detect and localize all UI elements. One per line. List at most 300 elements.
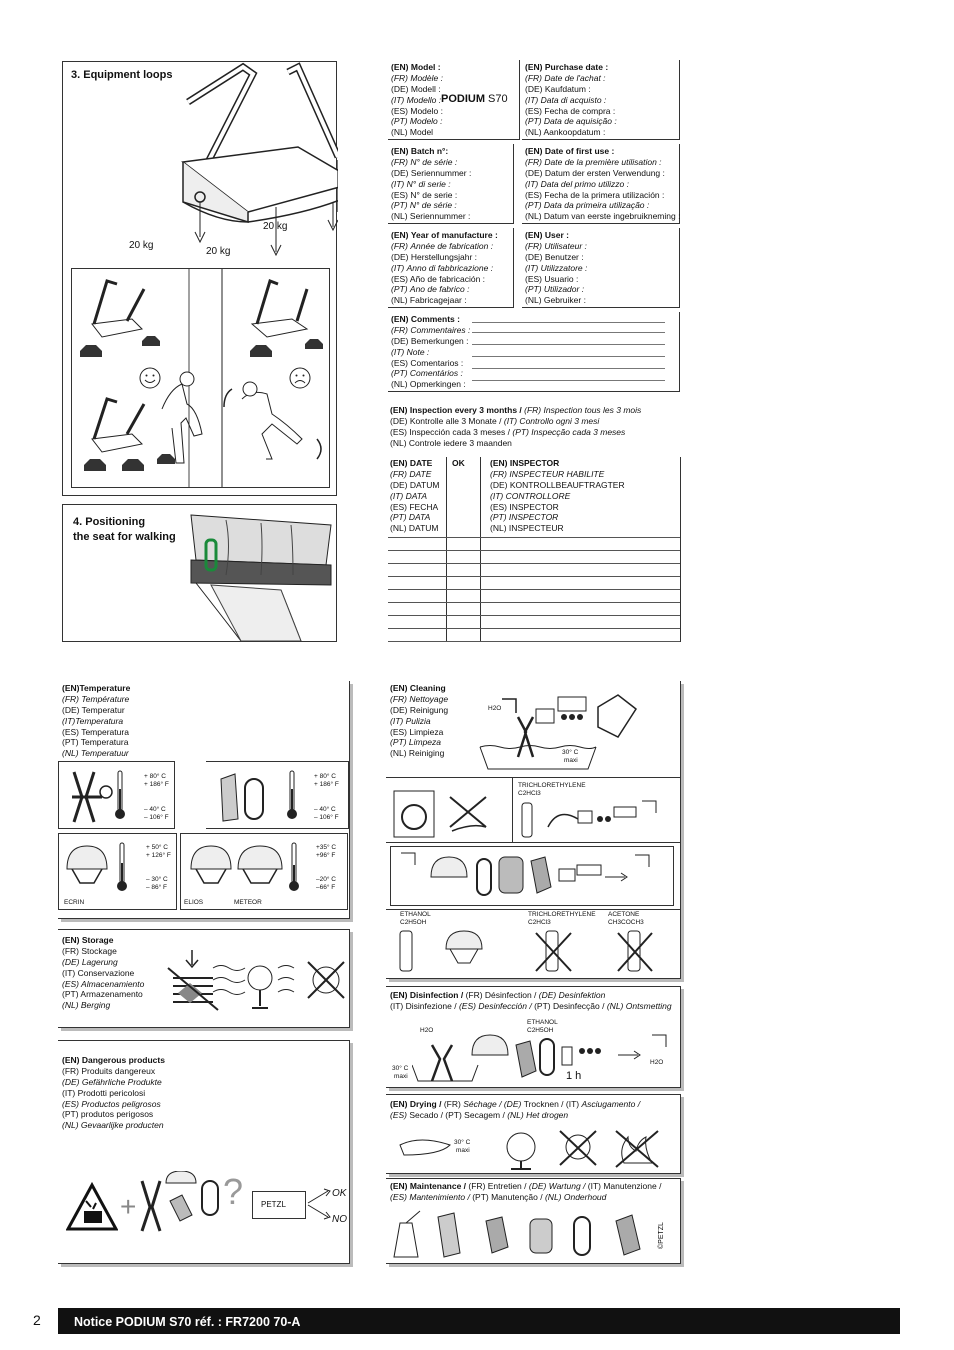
maintenance-illustration <box>390 1207 660 1261</box>
lang-code: (ES) <box>525 189 542 200</box>
lang-code: (NL) <box>391 127 408 138</box>
line-text: Batch n°: <box>410 146 449 156</box>
text-line <box>525 95 676 106</box>
maintenance-panel <box>386 1178 681 1264</box>
text-line <box>391 146 510 157</box>
text-line <box>390 523 439 534</box>
line-text: N° de serie : <box>410 189 458 200</box>
lang-code: (EN) <box>391 62 409 72</box>
line-text: (IT) Prodotti pericolosi <box>62 1087 146 1098</box>
drying-panel <box>386 1094 681 1174</box>
text-line <box>390 748 448 759</box>
line-text: Modello : <box>406 94 442 105</box>
line-text: Aankoopdatum : <box>543 127 606 138</box>
lang-code: (PT) <box>391 368 408 379</box>
lang-code: (DE) <box>391 167 409 178</box>
ecrin-label: ECRIN <box>64 899 85 906</box>
line-text: Data de aquisição : <box>543 116 617 127</box>
line-text: Ano de fabrico : <box>409 284 470 295</box>
line-text: Anno di fabbricazione : <box>406 262 494 273</box>
text-line <box>62 1120 165 1131</box>
cleaning-panel <box>386 681 681 979</box>
thermo2-high-c: + 80° C <box>314 773 336 780</box>
footer-bar <box>58 1308 900 1334</box>
line-text: (PT) produtos perigosos <box>62 1109 154 1120</box>
disinfection-temp-label: 30° C <box>392 1065 409 1072</box>
line-text: Seriennummer : <box>409 211 471 222</box>
lang-code: (FR) <box>525 72 542 83</box>
lang-code: (PT) <box>525 116 542 127</box>
line-text: Commentaires : <box>410 324 471 335</box>
inspection-row[interactable] <box>388 550 680 563</box>
line-text: (IT) Conservazione <box>62 967 135 978</box>
smiley-sad-icon <box>289 367 311 389</box>
line-text: (DE) KONTROLLBEAUFTRAGTER <box>490 479 625 490</box>
text-line <box>525 284 676 295</box>
text-line <box>391 179 510 190</box>
text-line <box>525 168 676 179</box>
lang-code: (PT) <box>391 200 408 211</box>
gear-set-icon <box>136 1171 226 1235</box>
inspection-row[interactable] <box>388 641 680 654</box>
lang-code: (DE) <box>391 251 409 262</box>
disinfection-illustration <box>412 1025 678 1083</box>
line-text: (ES) FECHA <box>390 501 439 512</box>
line-text: Kaufdatum : <box>544 83 591 94</box>
line-text: N° di serie : <box>406 178 451 189</box>
inspection-row[interactable] <box>388 628 680 641</box>
line-text: Comments : <box>410 314 460 324</box>
line-text: Año de fabricación : <box>409 273 486 284</box>
line-text: (ES) Temperatura <box>62 726 129 737</box>
line-text: Date de l'achat : <box>544 72 606 83</box>
disinfection-time-label: 1 h <box>566 1070 582 1082</box>
text-line <box>390 469 439 480</box>
disinfection-ethanol-label: ETHANOL <box>527 1019 558 1026</box>
load-left-label: 20 kg <box>129 240 154 251</box>
dangerous-heading <box>62 1055 165 1131</box>
text-line <box>62 968 144 979</box>
text-line <box>390 737 448 748</box>
line-text: Fecha de la primera utilización : <box>544 189 665 200</box>
text-line <box>391 252 510 263</box>
line-text: Modelo : <box>409 116 443 127</box>
line-text: (EN) Storage <box>62 935 114 945</box>
text-line <box>62 1055 165 1066</box>
inspection-row[interactable] <box>388 563 680 576</box>
positioning-illustration <box>181 505 337 641</box>
line-text: (DE) DATUM <box>390 479 440 490</box>
storage-panel <box>58 929 350 1028</box>
text-line <box>525 106 676 117</box>
lang-code: (IT) <box>391 178 405 189</box>
text-line <box>391 274 510 285</box>
text-line <box>490 480 625 491</box>
line-text: (NL) Berging <box>62 1000 111 1011</box>
harness-icon <box>64 767 114 827</box>
inspection-note: (EN) Inspection every 3 months / (FR) Inspection tous les 3 mois (DE) Kontrolle alle 3 Monate / (IT) Controllo ogni 3 mesi (ES) Inspección cada 3 meses / (PT) Inspecção cada 3 meses (NL) Controle iedere 3 maanden <box>390 405 642 448</box>
text-line <box>62 694 130 705</box>
line-text: (FR) Produits dangereux <box>62 1065 156 1076</box>
text-line <box>391 73 516 84</box>
thermo3-low-c: – 30° C <box>146 876 168 883</box>
text-line <box>490 469 625 480</box>
plus-sign: + <box>120 1191 137 1222</box>
lang-code: (FR) <box>525 240 542 251</box>
petzl-box <box>252 1191 306 1219</box>
text-line <box>525 211 681 222</box>
seat-load-illustration <box>118 62 338 262</box>
thermo1-high-f: + 186° F <box>144 781 169 789</box>
lang-code: (EN) <box>525 230 543 240</box>
line-text: Datum van eerste ingebruikneming : <box>543 211 681 222</box>
trichloro-label-2: TRICHLORETHYLENE <box>528 911 596 918</box>
line-text: N° de série : <box>410 156 458 167</box>
lang-code: (ES) <box>391 105 408 116</box>
text-line <box>62 716 130 727</box>
line-text: Note : <box>406 346 430 357</box>
temperature-panel <box>58 681 350 919</box>
text-line <box>391 106 516 117</box>
washing-basin-illustration <box>478 687 678 773</box>
line-text: (EN)Temperature <box>62 683 131 693</box>
lang-code: (NL) <box>525 127 542 138</box>
text-line <box>391 295 510 306</box>
lang-code: (NL) <box>525 295 542 306</box>
text-line <box>62 989 144 1000</box>
line-text: (FR) INSPECTEUR HABILITE <box>490 468 605 479</box>
helmet-icon <box>186 841 286 889</box>
lang-code: (EN) <box>391 146 409 156</box>
inspection-row[interactable] <box>388 589 680 602</box>
thermo3-high-f: + 126° F <box>146 852 171 860</box>
thermometer-icon <box>116 841 128 893</box>
line-text: Bemerkungen : <box>410 335 469 346</box>
manufacture-year-field <box>388 228 514 308</box>
line-text: (PT) DATA <box>390 512 431 523</box>
text-line <box>62 979 144 990</box>
lang-code: (NL) <box>391 379 408 390</box>
line-text: Benutzer : <box>544 251 584 262</box>
line-text: (ES) Almacenamiento <box>62 978 145 989</box>
text-line <box>525 274 676 285</box>
thermometer-icon <box>286 769 298 821</box>
thermo1-high-c: + 80° C <box>144 773 166 780</box>
line-text: (PT) Temperatura <box>62 737 129 748</box>
lang-code: (ES) <box>391 357 408 368</box>
footer-title: Notice PODIUM S70 réf. : FR7200 70-A <box>74 1315 301 1329</box>
line-text: Seriennummer : <box>410 167 472 178</box>
lang-code: (IT) <box>525 262 539 273</box>
lang-code: (EN) <box>391 230 409 240</box>
text-line <box>391 314 676 325</box>
lang-code: (IT) <box>391 94 405 105</box>
load-middle-label: 20 kg <box>206 246 231 257</box>
line-text: (DE) Gefährliche Produkte <box>62 1076 162 1087</box>
lang-code: (FR) <box>391 324 408 335</box>
text-line <box>390 458 439 469</box>
lang-code: (NL) <box>525 211 542 222</box>
disinfection-panel <box>386 986 681 1088</box>
page-number: 2 <box>33 1312 41 1328</box>
text-line <box>391 325 676 336</box>
text-line <box>525 157 676 168</box>
lang-code: (DE) <box>391 83 409 94</box>
text-line <box>391 116 516 127</box>
text-line <box>62 1000 144 1011</box>
line-text: (FR) Stockage <box>62 945 117 956</box>
line-text: (IT)Temperatura <box>62 715 124 726</box>
line-text: (NL) INSPECTEUR <box>490 523 564 534</box>
line-text: Fabricagejaar : <box>409 295 467 306</box>
lang-code: (PT) <box>391 116 408 127</box>
trichloro-formula: C2HCl3 <box>518 790 541 797</box>
lang-code: (ES) <box>525 273 542 284</box>
text-line <box>62 946 144 957</box>
arrow-icon <box>306 1187 332 1221</box>
text-line <box>490 523 625 534</box>
lang-code: (NL) <box>391 211 408 222</box>
line-text: Année de fabrication : <box>410 240 494 251</box>
line-text: (DE) Lagerung <box>62 956 118 967</box>
washing-machine-crossed-icon <box>390 787 490 841</box>
text-line <box>525 295 676 306</box>
thermo4-high-f: +96° F <box>316 852 336 860</box>
trichloro-formula-2: C2HCl3 <box>528 919 551 926</box>
trichloro-label: TRICHLORETHYLENE <box>518 782 586 789</box>
cleaning-helmet-subpanel <box>390 846 674 906</box>
thermo4-high-c: +35° C <box>316 844 337 851</box>
drying-heading: (EN) Drying / (FR) Séchage / (DE) Trocknen / (IT) Asciugamento / (ES) Secado / (PT) Secagem / (NL) Het drogen <box>390 1099 641 1120</box>
text-line <box>390 480 439 491</box>
line-text: Usuario : <box>544 273 579 284</box>
lang-code: (DE) <box>391 335 409 346</box>
drying-maxi-label: maxi <box>456 1147 470 1154</box>
line-text: Purchase date : <box>544 62 609 72</box>
line-text: (NL) Temperatuur <box>62 748 129 759</box>
text-line <box>391 230 510 241</box>
line-text: (PT) Armazenamento <box>62 989 143 1000</box>
ethanol-formula: C2H5OH <box>400 919 427 926</box>
lang-code: (ES) <box>391 273 408 284</box>
line-text: (ES) Productos peligrosos <box>62 1098 161 1109</box>
line-text: Datum der ersten Verwendung : <box>544 167 665 178</box>
line-text: Herstellungsjahr : <box>410 251 477 262</box>
thermo2-low-f: – 106° F <box>314 814 339 822</box>
text-line <box>525 127 676 138</box>
text-line <box>525 263 676 274</box>
thermo4-low-c: –20° C <box>316 876 336 883</box>
text-line <box>490 512 625 523</box>
ok-label: OK <box>332 1188 347 1199</box>
line-text: (NL) DATUM <box>390 523 439 534</box>
disinfection-heading: (EN) Disinfection / (FR) Désinfection / (DE) Desinfektion (IT) Disinfezione / (ES) Desinfección / (PT) Desinfecção / (NL) Ontsmetting <box>390 990 672 1011</box>
text-line <box>390 491 439 502</box>
model-value <box>441 92 508 106</box>
lang-code: (IT) <box>525 94 539 105</box>
text-line <box>62 1099 165 1110</box>
line-text: Data del primo utilizzo : <box>540 178 629 189</box>
inspection-row[interactable] <box>388 615 680 628</box>
thermo4-low-f: –66° F <box>316 884 336 892</box>
text-line <box>490 491 625 502</box>
thermo1-low-c: – 40° C <box>144 806 166 813</box>
text-line <box>391 190 510 201</box>
thermo2-low-c: – 40° C <box>314 806 336 813</box>
line-text: (PT) Limpeza <box>390 737 442 748</box>
inspection-date-header <box>390 458 439 534</box>
model-value-name: PODIUM <box>441 93 485 105</box>
lang-code: (NL) <box>391 295 408 306</box>
text-line <box>490 458 625 469</box>
line-text: (IT) DATA <box>390 490 427 501</box>
inspection-row[interactable] <box>388 537 680 550</box>
lang-code: (IT) <box>391 346 405 357</box>
thermo1-low-f: – 106° F <box>144 814 169 822</box>
inspection-row[interactable] <box>388 602 680 615</box>
text-line <box>390 727 448 738</box>
text-line <box>391 157 510 168</box>
temperature-heading <box>62 683 130 759</box>
text-line <box>390 694 448 705</box>
line-text: Model : <box>410 62 441 72</box>
temp-label: 30° C <box>562 749 579 756</box>
text-line <box>525 116 676 127</box>
line-text: User : <box>544 230 569 240</box>
text-line <box>391 127 516 138</box>
user-field <box>522 228 680 308</box>
batch-number-field <box>388 144 514 224</box>
lang-code: (EN) <box>525 146 543 156</box>
text-line <box>391 368 676 379</box>
line-text: Gebruiker : <box>543 295 586 306</box>
text-line <box>391 62 516 73</box>
text-line <box>390 683 448 694</box>
line-text: (IT) CONTROLLORE <box>490 490 571 501</box>
text-line <box>391 284 510 295</box>
text-line <box>525 179 676 190</box>
line-text: Modelo : <box>410 105 443 116</box>
line-text: (ES) Limpieza <box>390 726 444 737</box>
text-line <box>525 73 676 84</box>
thermometer-icon <box>288 841 300 893</box>
ascender-carabiner-icon <box>213 769 273 825</box>
positioning-panel <box>62 504 337 642</box>
line-text: Comentários : <box>409 368 463 379</box>
line-text: (EN) INSPECTOR <box>490 458 560 468</box>
lang-code: (PT) <box>391 284 408 295</box>
smiley-happy-icon <box>139 367 161 389</box>
thermometer-icon <box>114 769 126 821</box>
acetone-formula: CH3COCH3 <box>608 919 644 926</box>
text-line <box>62 957 144 968</box>
ethanol-label: ETHANOL <box>400 911 431 918</box>
acetone-label: ACETONE <box>608 911 640 918</box>
line-text: Utilisateur : <box>544 240 587 251</box>
purchase-date-field <box>522 60 680 140</box>
h2o-label: H2O <box>488 705 502 712</box>
line-text: Opmerkingen : <box>409 379 466 390</box>
lang-code: (FR) <box>525 156 542 167</box>
line-text: Modell : <box>410 83 441 94</box>
lang-code: (FR) <box>391 156 408 167</box>
drying-illustration <box>396 1127 676 1171</box>
line-text: (IT) Pulizia <box>390 715 431 726</box>
inspection-inspector-header <box>490 458 625 534</box>
line-text: Utilizador : <box>543 284 585 295</box>
lang-code: (EN) <box>391 314 409 324</box>
line-text: (DE) Temperatur <box>62 704 125 715</box>
line-text: (FR) Nettoyage <box>390 693 449 704</box>
line-text: (ES) INSPECTOR <box>490 501 559 512</box>
line-text: (EN) Dangerous products <box>62 1055 165 1065</box>
lang-code: (DE) <box>525 251 543 262</box>
line-text: Modèle : <box>410 72 443 83</box>
model-value-code: S70 <box>485 93 508 105</box>
dangerous-products-panel <box>58 1040 350 1264</box>
text-line <box>525 252 676 263</box>
text-line <box>62 737 130 748</box>
line-text: Data di acquisto : <box>540 94 607 105</box>
lang-code: (IT) <box>525 178 539 189</box>
line-text: Model <box>409 127 434 138</box>
copyright-label: ©PETZL <box>658 1222 665 1249</box>
line-text: Utilizzatore : <box>540 262 588 273</box>
helmet-icon <box>62 841 112 889</box>
disinfection-maxi-label: maxi <box>394 1073 408 1080</box>
text-line <box>525 84 676 95</box>
line-text: Data da primeira utilização : <box>543 200 650 211</box>
text-line <box>525 190 676 201</box>
disinfection-ethanol-formula: C2H5OH <box>527 1027 554 1034</box>
text-line <box>391 200 510 211</box>
lang-code: (PT) <box>525 200 542 211</box>
lang-code: (DE) <box>525 167 543 178</box>
line-text: Comentarios : <box>410 357 464 368</box>
equipment-loops-panel <box>62 61 337 496</box>
lang-code: (PT) <box>525 284 542 295</box>
thermo3-high-c: + 50° C <box>146 844 168 851</box>
line-text: (EN) Cleaning <box>390 683 446 693</box>
text-line <box>62 705 130 716</box>
line-text: (DE) Reinigung <box>390 704 449 715</box>
text-line <box>391 168 510 179</box>
maintenance-heading: (EN) Maintenance / (FR) Entretien / (DE) Wartung / (IT) Manutenzione / (ES) Mantenimiento / (PT) Manutenção / (NL) Onderhoud <box>390 1181 662 1202</box>
lang-code: (EN) <box>525 62 543 72</box>
line-text: Date de la première utilisation : <box>544 156 662 167</box>
line-text: Year of manufacture : <box>410 230 498 240</box>
storage-heading <box>62 935 144 1011</box>
lang-code: (IT) <box>391 262 405 273</box>
helmet-cleaning-illustration <box>391 847 671 905</box>
inspection-row[interactable] <box>388 576 680 589</box>
lang-code: (DE) <box>525 83 543 94</box>
text-line <box>62 1088 165 1099</box>
line-text: (FR) DATE <box>390 468 432 479</box>
text-line <box>525 241 676 252</box>
text-line <box>62 935 144 946</box>
positioning-title-line2: the seat for walking <box>73 531 176 543</box>
equipment-loops-title: 3. Equipment loops <box>71 69 173 81</box>
line-text: (FR) Température <box>62 693 130 704</box>
line-text: (PT) INSPECTOR <box>490 512 559 523</box>
drying-temp-label: 30° C <box>454 1139 471 1146</box>
text-line <box>391 211 510 222</box>
cleaning-heading <box>390 683 448 759</box>
elios-label: ELIOS <box>184 899 204 906</box>
line-text: (EN) DATE <box>390 458 433 468</box>
text-line <box>62 683 130 694</box>
